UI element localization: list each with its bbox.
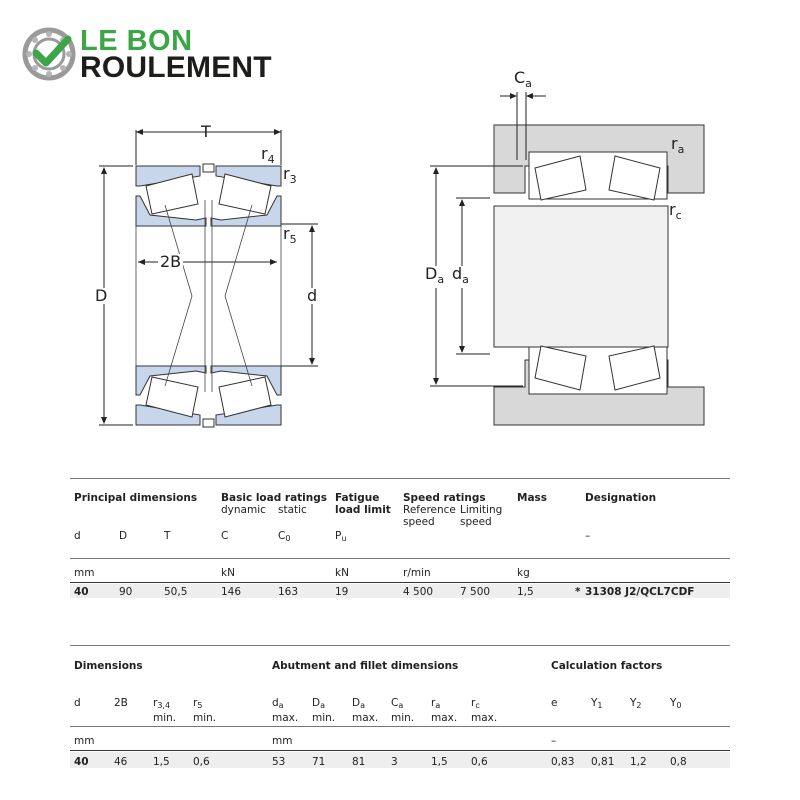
t2-unit-dash: –: [551, 735, 557, 747]
t1-sym-T: T: [164, 530, 171, 542]
t2-val-rc: 0,6: [471, 756, 488, 768]
t2-header-dimensions: Dimensions: [74, 660, 143, 672]
dim-label-D: D: [95, 286, 108, 305]
t1-header-ref2: speed: [403, 516, 435, 528]
t1-val-designation: 31308 J2/QCL7CDF: [585, 586, 695, 598]
dim-label-T: T: [201, 122, 211, 141]
dim-label-r5: $r_5$: [283, 224, 297, 247]
table1-top-rule: [70, 478, 730, 479]
t1-header-static: static: [278, 504, 307, 516]
t1-header-basic: Basic load ratings: [221, 492, 328, 504]
dim-label-d: d: [307, 286, 318, 305]
table2-top-rule: [70, 645, 730, 646]
t1-header-designation: Designation: [585, 492, 657, 504]
t2-sym-Y2: $Y_2$: [630, 697, 642, 710]
t2-sym-e: e: [551, 697, 558, 709]
t2-val-d: 40: [74, 756, 89, 768]
dim-label-Da: $D_a$: [425, 264, 445, 287]
t1-sym-D: D: [119, 530, 128, 542]
t1-val-star: *: [575, 586, 581, 598]
t1-unit-rmin: r/min: [403, 567, 431, 579]
t1-header-fatigue2: load limit: [335, 504, 391, 516]
t1-val-mass: 1,5: [517, 586, 534, 598]
t2-sym-Ca: $C_a$ min.: [391, 697, 415, 724]
t2-sym-ra: $r_a$ max.: [431, 697, 458, 724]
t2-header-calc: Calculation factors: [551, 660, 663, 672]
t2-val-ra: 1,5: [431, 756, 448, 768]
dim-label-2B: 2B: [160, 252, 182, 271]
t1-val-Pu: 19: [335, 586, 349, 598]
t1-header-speed: Speed ratings: [403, 492, 486, 504]
t1-val-T: 50,5: [164, 586, 188, 598]
t2-val-Damin: 71: [312, 756, 326, 768]
dim-label-r4: $r_4$: [261, 144, 275, 167]
t1-sym-C: C: [221, 530, 229, 542]
t2-sym-d: d: [74, 697, 81, 709]
t2-sym-r5: $r_5$ min.: [193, 697, 217, 724]
t2-unit-mm1: mm: [74, 735, 95, 747]
t1-header-lim1: Limiting: [460, 504, 503, 516]
table2-mid-rule: [70, 726, 730, 727]
t2-val-r34: 1,5: [153, 756, 170, 768]
t1-sym-desig: –: [585, 530, 591, 542]
dim-label-ra: $r_a$: [671, 134, 685, 157]
t1-unit-kN1: kN: [221, 567, 235, 579]
table1-mid-rule: [70, 558, 730, 559]
t2-sym-2B: 2B: [114, 697, 128, 709]
t1-sym-C0: $C_0$: [278, 530, 291, 543]
table2-data-rule: [70, 750, 730, 751]
table1-data-rule: [70, 582, 730, 583]
dim-label-da: $d_a$: [452, 264, 469, 287]
t2-sym-Y0: $Y_0$: [670, 697, 682, 710]
dim-label-rc: $r_c$: [669, 200, 682, 223]
t2-val-Y1: 0,81: [591, 756, 615, 768]
t2-sym-Damax: $D_a$ max.: [352, 697, 379, 724]
t2-sym-da: $d_a$ max.: [272, 697, 299, 724]
t2-val-Y0: 0,8: [670, 756, 687, 768]
t1-header-ref1: Reference: [403, 504, 456, 516]
t1-val-D: 90: [119, 586, 133, 598]
t1-sym-Pu: $P_u$: [335, 530, 347, 543]
t1-val-d: 40: [74, 586, 89, 598]
t1-val-lim: 7 500: [460, 586, 491, 598]
t1-unit-kg: kg: [517, 567, 530, 579]
t1-val-C0: 163: [278, 586, 299, 598]
t1-val-C: 146: [221, 586, 242, 598]
t2-val-Y2: 1,2: [630, 756, 647, 768]
t2-val-da: 53: [272, 756, 286, 768]
t1-header-mass: Mass: [517, 492, 548, 504]
t2-sym-Damin: $D_a$ min.: [312, 697, 336, 724]
t1-unit-kN2: kN: [335, 567, 349, 579]
t2-val-r5: 0,6: [193, 756, 210, 768]
t2-sym-r34: $r_{3,4}$ min.: [153, 697, 177, 724]
brand-line2: ROULEMENT: [80, 51, 272, 84]
dim-label-r3: $r_3$: [283, 164, 297, 187]
t2-unit-mm2: mm: [272, 735, 293, 747]
t2-sym-rc: $r_c$ max.: [471, 697, 498, 724]
brand-line1: LE BON: [80, 25, 193, 57]
t2-val-Ca: 3: [391, 756, 398, 768]
t1-val-ref: 4 500: [403, 586, 434, 598]
t1-header-lim2: speed: [460, 516, 492, 528]
dim-label-Ca: $C_a$: [514, 68, 532, 91]
t2-val-e: 0,83: [551, 756, 575, 768]
t1-header-principal: Principal dimensions: [74, 492, 198, 504]
t1-unit-mm: mm: [74, 567, 95, 579]
t1-header-dynamic: dynamic: [221, 504, 266, 516]
t1-header-fatigue1: Fatigue: [335, 492, 380, 504]
t1-sym-d: d: [74, 530, 81, 542]
t2-val-Damax: 81: [352, 756, 366, 768]
t2-header-abutment: Abutment and fillet dimensions: [272, 660, 459, 672]
t2-val-2B: 46: [114, 756, 128, 768]
t2-sym-Y1: $Y_1$: [591, 697, 603, 710]
